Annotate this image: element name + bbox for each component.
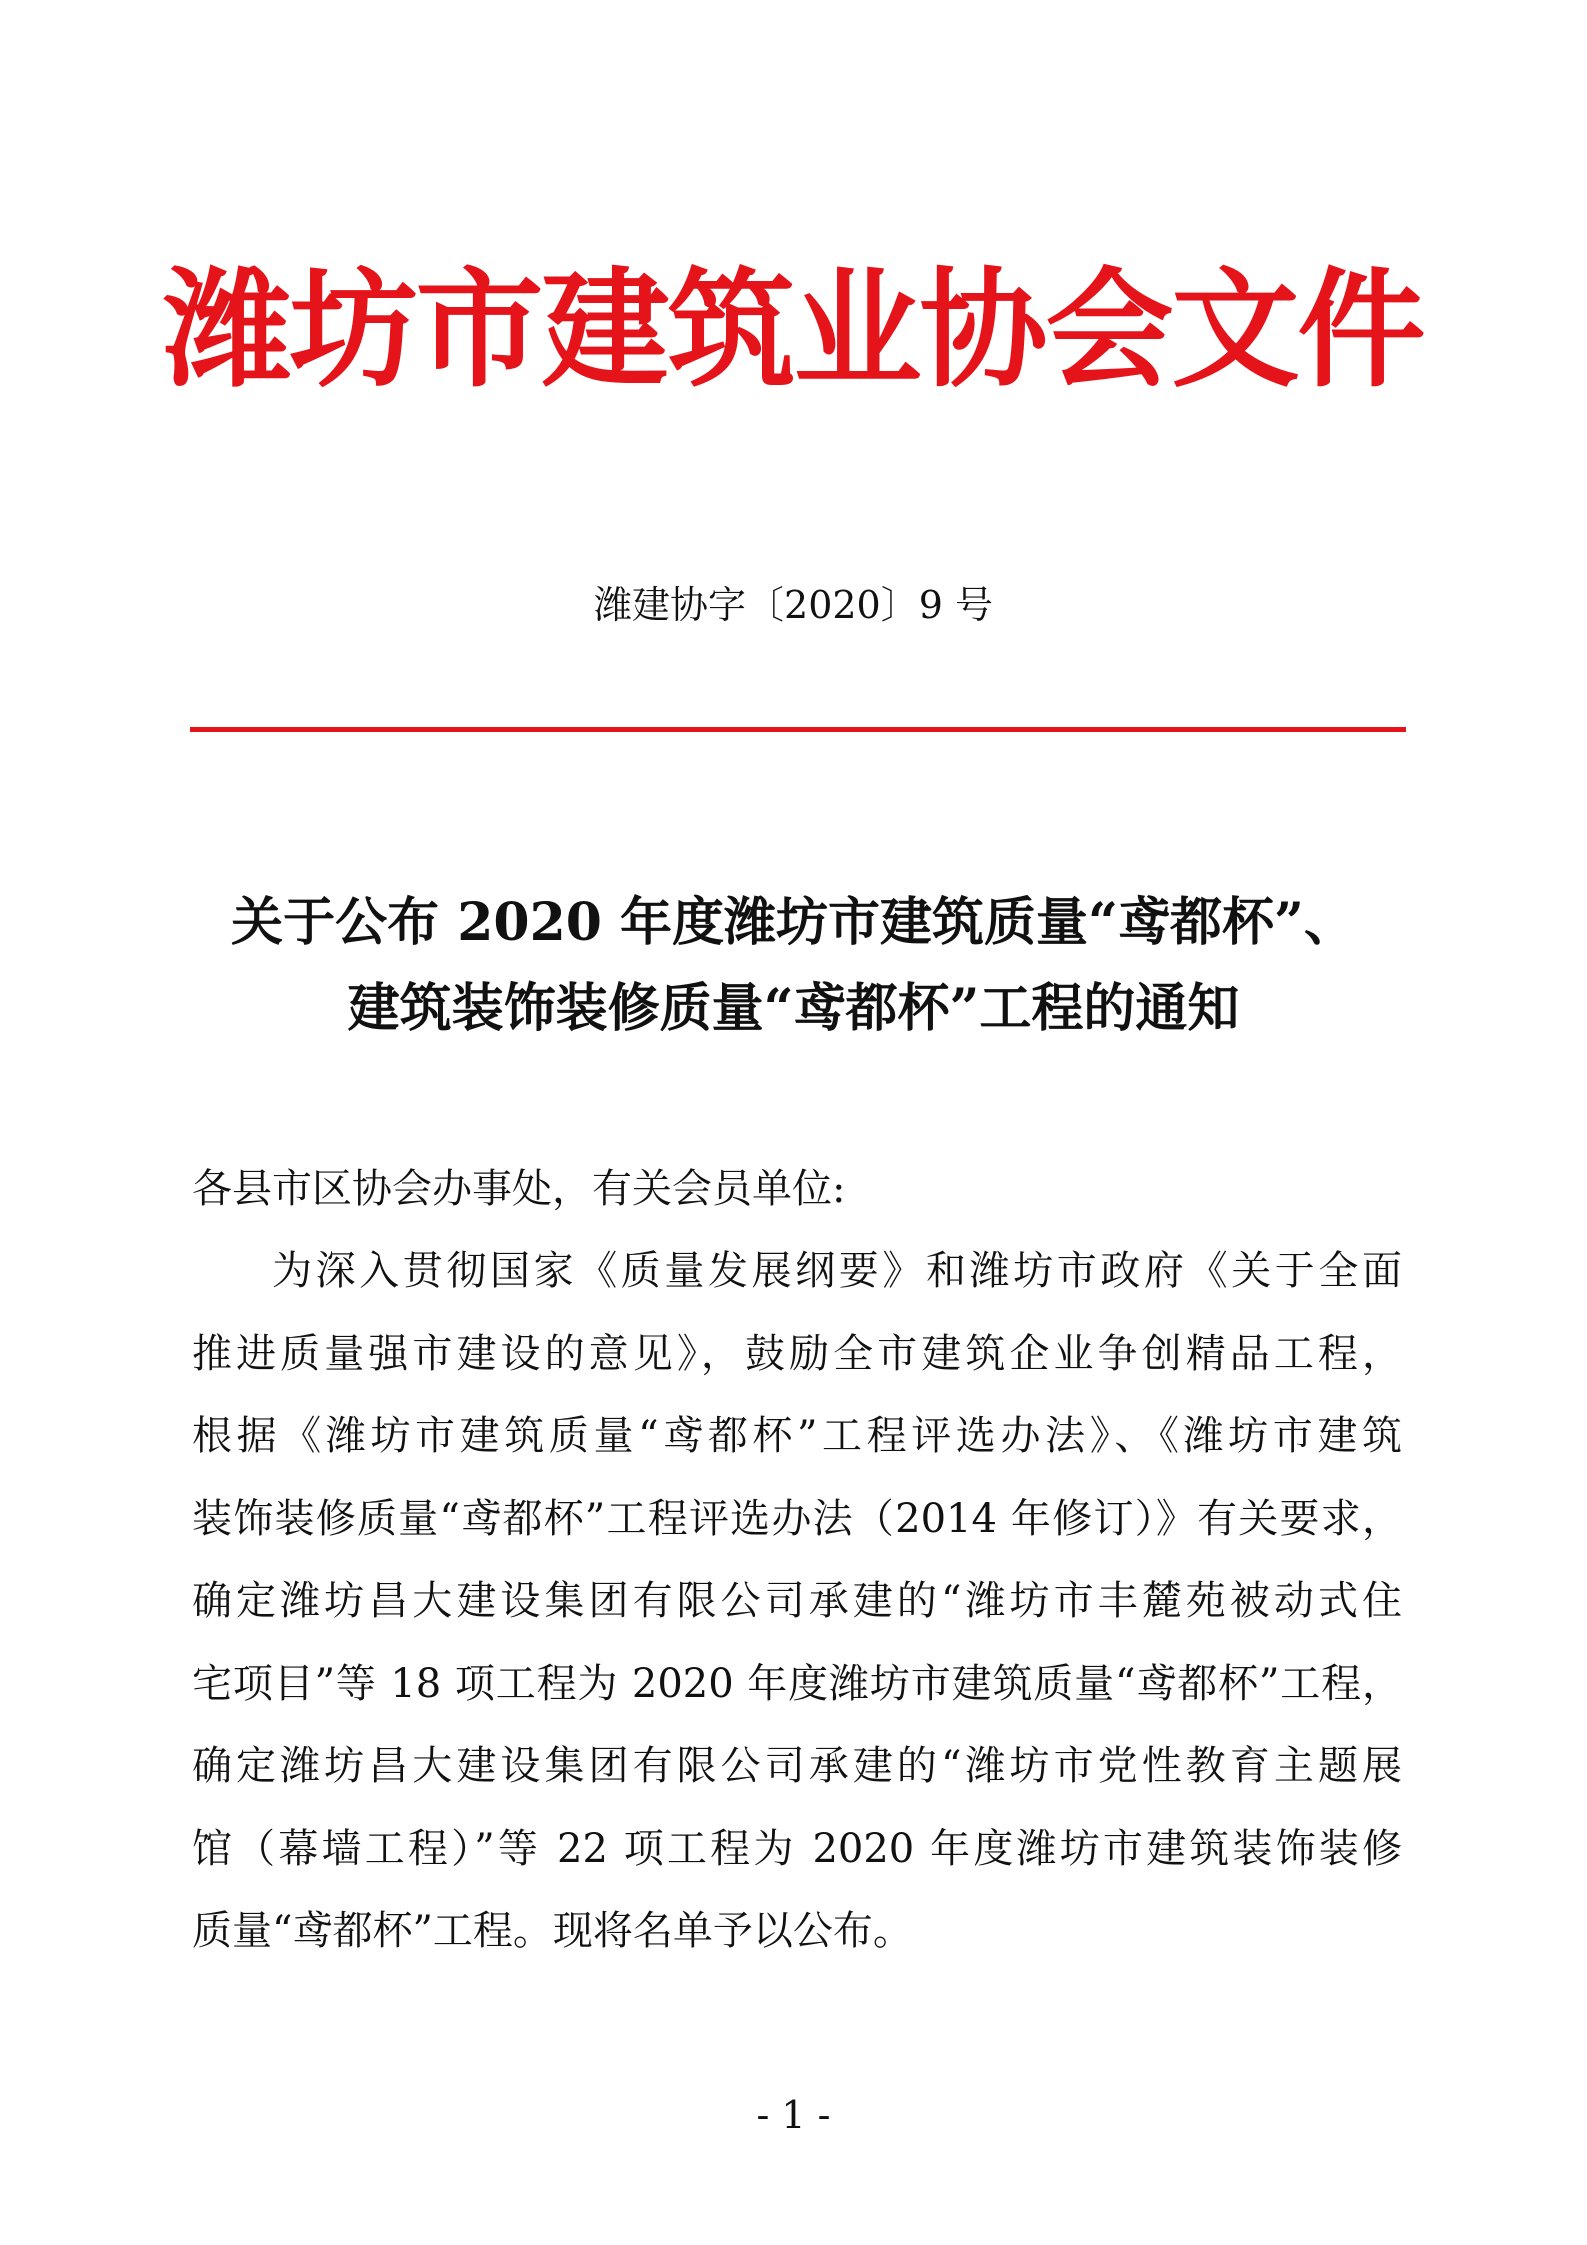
document-number: 潍建协字〔2020〕9 号 <box>594 583 993 627</box>
notice-title <box>150 880 1437 1052</box>
notice-title-line-2: 建筑装饰装修质量“鸢都杯”工程的通知 <box>347 978 1240 1039</box>
document-masthead: 潍坊市建筑业协会文件 <box>163 255 1424 405</box>
notice-title-line-1: 关于公布 2020 年度潍坊市建筑质量“鸢都杯”、 <box>231 892 1356 953</box>
body-line: 馆（幕墙工程）”等 22 项工程为 2020 年度潍坊市建筑装饰装修 <box>192 1825 1402 1872</box>
salutation: 各县市区协会办事处，有关会员单位: <box>192 1166 846 1212</box>
body-line: 质量“鸢都杯”工程。现将名单予以公布。 <box>192 1908 913 1954</box>
body-line: 确定潍坊昌大建设集团有限公司承建的“潍坊市党性教育主题展 <box>192 1743 1402 1789</box>
body-line: 宅项目”等 18 项工程为 2020 年度潍坊市建筑质量“鸢都杯”工程， <box>192 1660 1402 1707</box>
body-line: 确定潍坊昌大建设集团有限公司承建的“潍坊市丰麓苑被动式住 <box>192 1578 1402 1624</box>
body-paragraph <box>192 1230 1402 1973</box>
body-line: 根据《潍坊市建筑质量“鸢都杯”工程评选办法》、《潍坊市建筑 <box>192 1413 1402 1459</box>
red-divider-line <box>190 727 1406 732</box>
body-line: 为深入贯彻国家《质量发展纲要》和潍坊市政府《关于全面 <box>272 1248 1402 1294</box>
page-number: - 1 - <box>756 2093 831 2137</box>
body-line: 装饰装修质量“鸢都杯”工程评选办法（2014 年修订）》有关要求， <box>192 1495 1402 1542</box>
body-line: 推进质量强市建设的意见》，鼓励全市建筑企业争创精品工程， <box>192 1330 1402 1377</box>
